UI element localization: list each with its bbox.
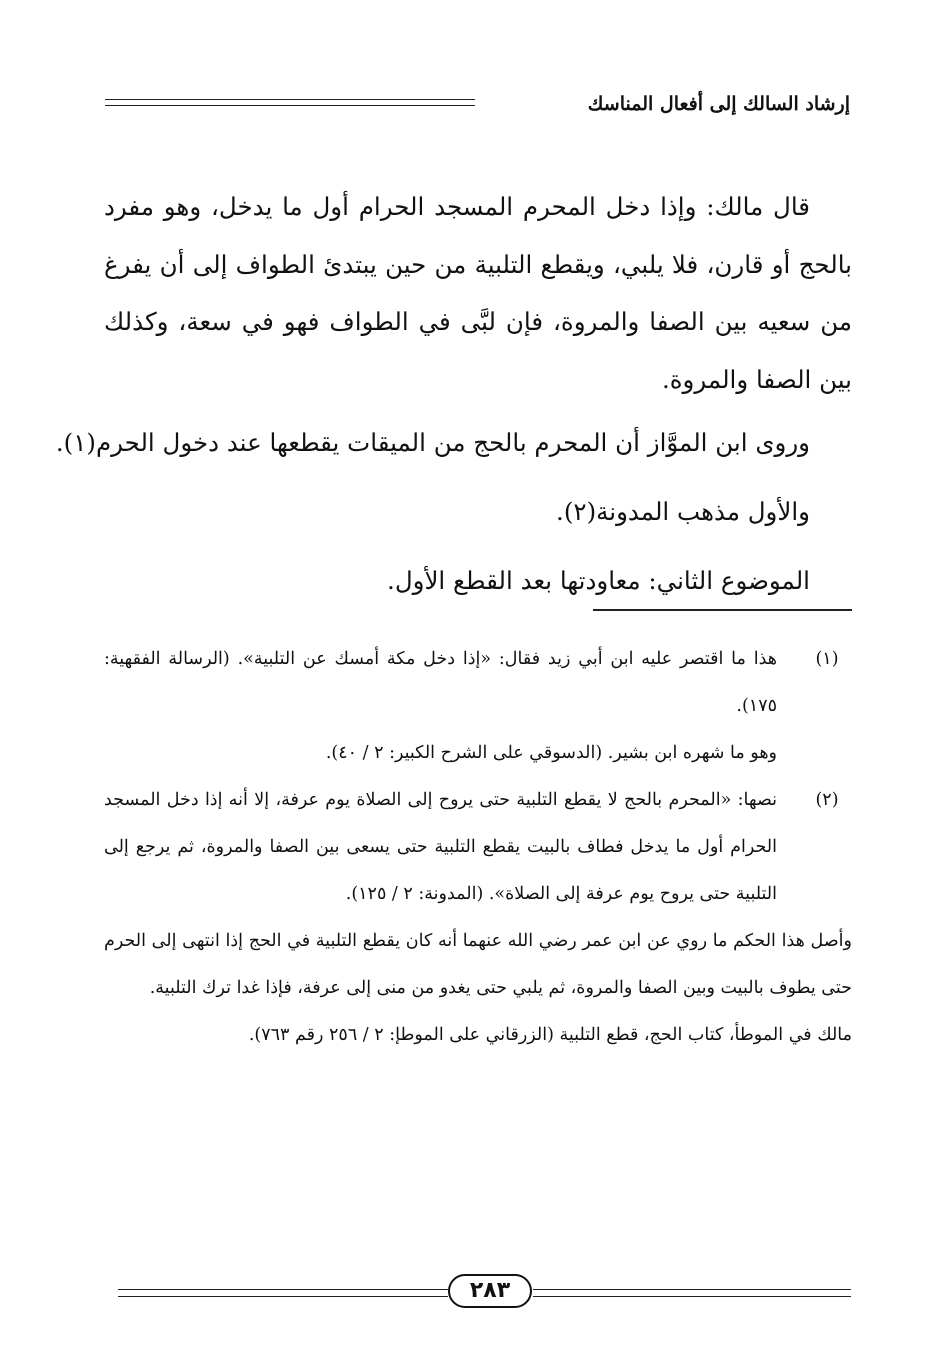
page-number: ٢٨٣ [448,1274,532,1308]
footnote-2 [104,777,852,918]
footnote-continuation: مالك في الموطأ، كتاب الحج، قطع التلبية (الزرقاني على الموطإ: ٢ / ٢٥٦ رقم ٧٦٣). [248,1025,852,1045]
running-header [105,88,850,120]
paragraph-mudawwana: والأول مذهب المدونة(٢). [556,497,810,526]
footnote-separator [593,609,852,611]
footnote-body [104,636,777,777]
footnote-text: وهو ما شهره ابن بشير. (الدسوقي على الشرح الكبير: ٢ / ٤٠). [325,743,777,763]
footnote-continuation: وأصل هذا الحكم ما روي عن ابن عمر رضي الله عنهما أنه كان يقطع التلبية في الحج إذا انتهى إلى الحرم حتى يطوف بالبيت وبين الصفا والمروة، ثم يلبي حتى يغدو من منى إلى عرفة، فإذا غدا ترك التلبية. [104,931,852,998]
page-footer [118,1272,851,1316]
header-double-rule [105,99,475,106]
footnote-number: (٢) [815,790,839,810]
footnote-1 [104,636,852,777]
paragraph-ibn-al-mawwaz: وروى ابن الموَّاز أن المحرم بالحج من الميقات يقطعها عند دخول الحرم(١). [55,428,810,457]
section-heading-second-topic: الموضوع الثاني: معاودتها بعد القطع الأول. [387,566,810,595]
footer-rule-right [533,1289,851,1297]
main-text [55,178,852,615]
footnote-text: نصها: «المحرم بالحج لا يقطع التلبية حتى يروح إلى الصلاة يوم عرفة، إلا أنه إذا دخل المسجد الحرام أول ما يدخل فطاف بالبيت يقطع التلبية حتى يسعى بين الصفا والمروة، ثم يرجع إلى التلبية حتى يروح يوم عرفة إلى الصلاة». (المدونة: ٢ / ١٢٥). [104,790,777,904]
footnote-number: (١) [815,649,839,669]
footer-rule-left [118,1289,448,1297]
paragraph-malik-ruling: قال مالك: وإذا دخل المحرم المسجد الحرام أول ما يدخل، وهو مفرد بالحج أو قارن، فلا يلبي، ويقطع التلبية من حين يبتدئ الطواف إلى أن يفرغ من سعيه بين الصفا والمروة، فإن لبَّى في الطواف فهو في سعة، وكذلك بين الصفا والمروة. [104,192,852,394]
footnote-body [104,777,777,918]
footnote-text: هذا ما اقتصر عليه ابن أبي زيد فقال: «إذا دخل مكة أمسك عن التلبية». (الرسالة الفقهية: ١٧٥). [104,649,777,716]
book-title: إرشاد السالك إلى أفعال المناسك [587,93,850,115]
footnotes [104,636,852,1059]
